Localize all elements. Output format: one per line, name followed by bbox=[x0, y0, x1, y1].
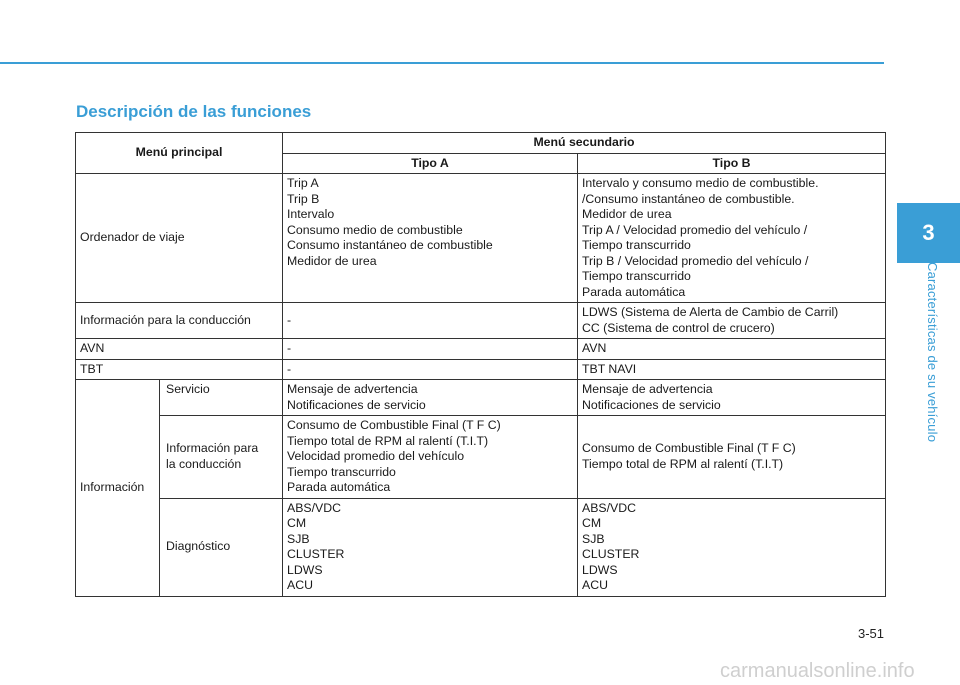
table-row bbox=[76, 174, 886, 303]
table-row bbox=[76, 380, 886, 416]
row-type-b-cell bbox=[578, 498, 886, 596]
cell-line: Notificaciones de servicio bbox=[582, 397, 721, 412]
table-row bbox=[76, 339, 886, 360]
cell-line: Tiempo transcurrido bbox=[287, 464, 396, 479]
cell-line: Información para bbox=[166, 441, 259, 456]
cell-line: Medidor de urea bbox=[582, 207, 672, 221]
info-sub-label: Diagnóstico bbox=[160, 498, 283, 596]
row-type-a-cell bbox=[283, 174, 578, 303]
header-type-a: Tipo A bbox=[283, 153, 578, 174]
cell-line: LDWS bbox=[287, 562, 323, 577]
cell-line: Consumo medio de combustible bbox=[287, 222, 463, 237]
cell-line: LDWS (Sistema de Alerta de Cambio de Carril) bbox=[582, 305, 839, 319]
row-type-b-cell bbox=[578, 174, 886, 303]
cell-line: Trip B / Velocidad promedio del vehículo / bbox=[582, 253, 809, 268]
row-main-label: TBT bbox=[76, 359, 283, 380]
cell-line: Mensaje de advertencia bbox=[582, 382, 713, 396]
cell-line: Trip A / Velocidad promedio del vehículo / bbox=[582, 222, 808, 237]
cell-line: Intervalo bbox=[287, 207, 335, 221]
chapter-title: Características de su vehículo bbox=[925, 262, 940, 443]
cell-line: Tiempo total de RPM al ralentí (T.I.T) bbox=[582, 456, 784, 471]
cell-line: Tiempo transcurrido bbox=[582, 238, 691, 252]
info-sub-label bbox=[160, 416, 283, 499]
top-rule bbox=[0, 62, 884, 64]
table-row bbox=[76, 416, 886, 499]
row-type-a-cell: - bbox=[283, 339, 578, 360]
row-main-label: Ordenador de viaje bbox=[76, 174, 283, 303]
row-type-a-cell bbox=[283, 498, 578, 596]
cell-line: CLUSTER bbox=[582, 547, 640, 561]
table-row bbox=[76, 359, 886, 380]
cell-line: ACU bbox=[582, 578, 608, 592]
row-type-b-cell bbox=[578, 303, 886, 339]
cell-line: ABS/VDC bbox=[287, 500, 341, 515]
cell-line: Trip B bbox=[287, 191, 320, 206]
cell-line: Tiempo transcurrido bbox=[582, 269, 691, 283]
table-row bbox=[76, 498, 886, 596]
cell-line: Velocidad promedio del vehículo bbox=[287, 449, 465, 463]
row-type-b-cell: AVN bbox=[578, 339, 886, 360]
cell-line: Parada automática bbox=[582, 284, 686, 299]
cell-line: Notificaciones de servicio bbox=[287, 397, 426, 412]
cell-line: Mensaje de advertencia bbox=[287, 382, 418, 396]
cell-line: la conducción bbox=[166, 456, 242, 471]
row-type-a-cell: - bbox=[283, 359, 578, 380]
header-sub-menu: Menú secundario bbox=[283, 133, 886, 154]
functions-table bbox=[75, 132, 886, 597]
info-main-label: Información bbox=[76, 380, 160, 597]
cell-line: Medidor de urea bbox=[287, 253, 377, 268]
cell-line: Tiempo total de RPM al ralentí (T.I.T) bbox=[287, 433, 489, 448]
cell-line: SJB bbox=[287, 531, 310, 546]
row-type-b-cell bbox=[578, 380, 886, 416]
info-sub-label: Servicio bbox=[160, 380, 283, 416]
cell-line: /Consumo instantáneo de combustible. bbox=[582, 191, 795, 206]
chapter-number: 3 bbox=[922, 220, 935, 245]
cell-line: Consumo de Combustible Final (T F C) bbox=[287, 418, 501, 432]
section-title: Descripción de las funciones bbox=[76, 102, 312, 121]
cell-line: CC (Sistema de control de crucero) bbox=[582, 320, 775, 335]
row-type-b-cell: TBT NAVI bbox=[578, 359, 886, 380]
cell-line: Intervalo y consumo medio de combustible. bbox=[582, 176, 819, 190]
row-type-a-cell bbox=[283, 416, 578, 499]
cell-line: CM bbox=[287, 516, 307, 530]
row-main-label: Información para la conducción bbox=[76, 303, 283, 339]
cell-line: Consumo instantáneo de combustible bbox=[287, 238, 493, 252]
cell-line: Trip A bbox=[287, 176, 319, 190]
cell-line: Consumo de Combustible Final (T F C) bbox=[582, 441, 796, 456]
row-main-label: AVN bbox=[76, 339, 283, 360]
watermark: carmanualsonline.info bbox=[720, 660, 915, 682]
page-number: 3-51 bbox=[857, 626, 884, 641]
row-type-b-cell bbox=[578, 416, 886, 499]
cell-line: CM bbox=[582, 516, 602, 530]
row-type-a-cell bbox=[283, 380, 578, 416]
header-type-b: Tipo B bbox=[578, 153, 886, 174]
table-header-row bbox=[76, 133, 886, 154]
table-row bbox=[76, 303, 886, 339]
row-type-a-cell: - bbox=[283, 303, 578, 339]
cell-line: Parada automática bbox=[287, 480, 391, 494]
cell-line: SJB bbox=[582, 531, 605, 546]
cell-line: LDWS bbox=[582, 562, 618, 577]
header-main-menu: Menú principal bbox=[76, 133, 283, 174]
cell-line: ACU bbox=[287, 578, 313, 592]
cell-line: ABS/VDC bbox=[582, 500, 636, 515]
chapter-tab bbox=[897, 203, 960, 263]
cell-line: CLUSTER bbox=[287, 547, 345, 561]
